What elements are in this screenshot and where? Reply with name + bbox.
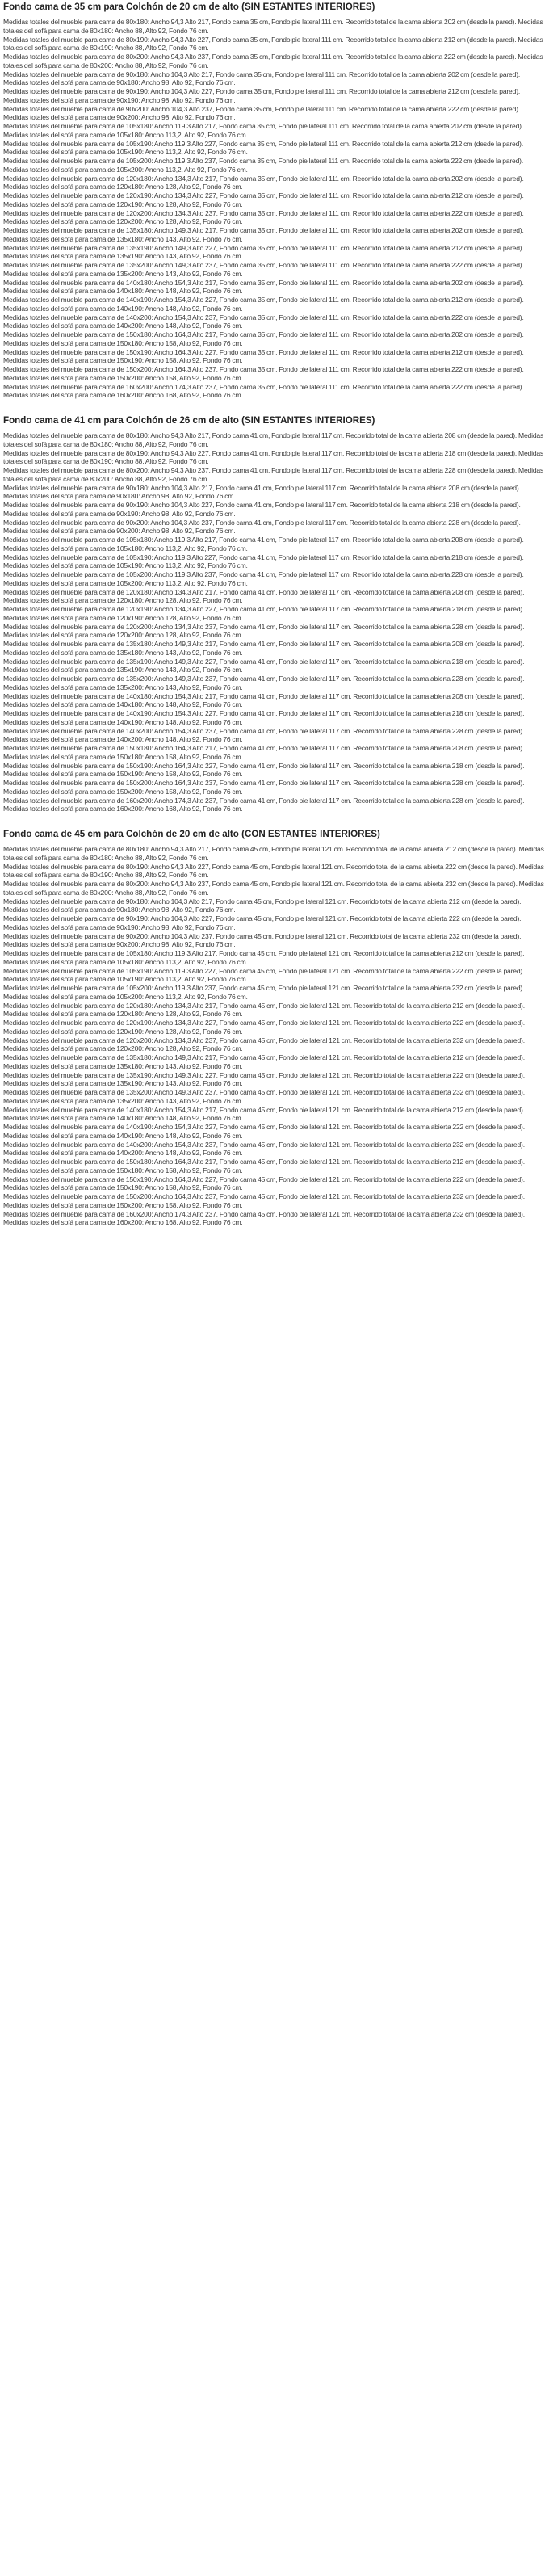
section-title: Fondo cama de 41 cm para Colchón de 26 cm de alto (SIN ESTANTES INTERIORES)	[3, 415, 375, 426]
section-title: Fondo cama de 45 cm para Colchón de 20 cm de alto (CON ESTANTES INTERIORES)	[3, 829, 380, 839]
measurement-entry: Medidas totales del mueble para cama de 90x190: Ancho 104,3 Alto 227, Fondo cama 35 cm, Fondo pie lateral 111 cm. Recorrido total de la cama abierta 212 cm (desde la pared). Medidas totales del sofá para cama de 90x190: Ancho 98, Alto 92, Fondo 76 cm.	[3, 87, 521, 104]
measurement-entry: Medidas totales del mueble para cama de 105x200: Ancho 119,3 Alto 237, Fondo cama 45 cm, Fondo pie lateral 121 cm. Recorrido total de la cama abierta 232 cm (desde la pared). Medidas totales del sofá para cama de 105x200: Ancho 113,2, Alto 92, Fondo 76 cm.	[3, 984, 525, 1001]
measurement-entry: Medidas totales del mueble para cama de 150x200: Ancho 164,3 Alto 237, Fondo cama 45 cm, Fondo pie lateral 121 cm. Recorrido total de la cama abierta 232 cm (desde la pared). Medidas totales del sofá para cama de 150x200: Ancho 158, Alto 92, Fondo 76 cm.	[3, 1192, 525, 1209]
measurement-entry: Medidas totales del mueble para cama de 140x190: Ancho 154,3 Alto 227, Fondo cama 41 cm, Fondo pie lateral 117 cm. Recorrido total de la cama abierta 218 cm (desde la pared). Medidas totales del sofá para cama de 140x190: Ancho 148, Alto 92, Fondo 76 cm.	[3, 709, 525, 726]
measurement-entry: Medidas totales del mueble para cama de 120x180: Ancho 134,3 Alto 217, Fondo cama 45 cm, Fondo pie lateral 121 cm. Recorrido total de la cama abierta 212 cm (desde la pared). Medidas totales del sofá para cama de 120x180: Ancho 128, Alto 92, Fondo 76 cm.	[3, 1001, 525, 1019]
document-page	[0, 0, 549, 1227]
measurement-entry: Medidas totales del mueble para cama de 80x180: Ancho 94,3 Alto 217, Fondo cama 45 cm, Fondo pie lateral 121 cm. Recorrido total de la cama abierta 212 cm (desde la pared). Medidas totales del sofá para cama de 80x180: Ancho 88, Alto 92, Fondo 76 cm.	[3, 845, 544, 862]
measurement-entry: Medidas totales del mueble para cama de 140x180: Ancho 154,3 Alto 217, Fondo cama 45 cm, Fondo pie lateral 121 cm. Recorrido total de la cama abierta 212 cm (desde la pared). Medidas totales del sofá para cama de 140x180: Ancho 148, Alto 92, Fondo 76 cm.	[3, 1105, 525, 1123]
measurement-entry: Medidas totales del mueble para cama de 150x180: Ancho 164,3 Alto 217, Fondo cama 45 cm, Fondo pie lateral 121 cm. Recorrido total de la cama abierta 212 cm (desde la pared). Medidas totales del sofá para cama de 150x180: Ancho 158, Alto 92, Fondo 76 cm.	[3, 1158, 525, 1175]
measurement-entry: Medidas totales del mueble para cama de 160x200: Ancho 174,3 Alto 237, Fondo cama 35 cm, Fondo pie lateral 111 cm. Recorrido total de la cama abierta 222 cm (desde la pared). Medidas totales del sofá para cama de 160x200: Ancho 168, Alto 92, Fondo 76 cm.	[3, 382, 524, 400]
measurement-entry: Medidas totales del mueble para cama de 135x180: Ancho 149,3 Alto 217, Fondo cama 35 cm, Fondo pie lateral 111 cm. Recorrido total de la cama abierta 202 cm (desde la pared). Medidas totales del sofá para cama de 135x180: Ancho 143, Alto 92, Fondo 76 cm.	[3, 226, 524, 243]
section-fondo-45	[3, 829, 546, 1227]
measurement-entry: Medidas totales del mueble para cama de 135x190: Ancho 149,3 Alto 227, Fondo cama 41 cm, Fondo pie lateral 117 cm. Recorrido total de la cama abierta 218 cm (desde la pared). Medidas totales del sofá para cama de 135x190: Ancho 143, Alto 92, Fondo 76 cm.	[3, 657, 525, 674]
measurement-entry: Medidas totales del mueble para cama de 120x200: Ancho 134,3 Alto 237, Fondo cama 35 cm, Fondo pie lateral 111 cm. Recorrido total de la cama abierta 222 cm (desde la pared). Medidas totales del sofá para cama de 120x200: Ancho 128, Alto 92, Fondo 76 cm.	[3, 208, 524, 226]
measurement-entry: Medidas totales del mueble para cama de 105x200: Ancho 119,3 Alto 237, Fondo cama 35 cm, Fondo pie lateral 111 cm. Recorrido total de la cama abierta 222 cm (desde la pared). Medidas totales del sofá para cama de 105x200: Ancho 113,2, Alto 92, Fondo 76 cm.	[3, 157, 524, 174]
entry-list	[3, 431, 546, 813]
measurement-entry: Medidas totales del mueble para cama de 80x200: Ancho 94,3 Alto 237, Fondo cama 35 cm, Fondo pie lateral 111 cm. Recorrido total de la cama abierta 222 cm (desde la pared). Medidas totales del sofá para cama de 80x200: Ancho 88, Alto 92, Fondo 76 cm.	[3, 53, 543, 69]
measurement-entry: Medidas totales del mueble para cama de 135x190: Ancho 149,3 Alto 227, Fondo cama 45 cm, Fondo pie lateral 121 cm. Recorrido total de la cama abierta 222 cm (desde la pared). Medidas totales del sofá para cama de 135x190: Ancho 143, Alto 92, Fondo 76 cm.	[3, 1070, 525, 1088]
measurement-entry: Medidas totales del mueble para cama de 150x190: Ancho 164,3 Alto 227, Fondo cama 35 cm, Fondo pie lateral 111 cm. Recorrido total de la cama abierta 212 cm (desde la pared). Medidas totales del sofá para cama de 150x190: Ancho 158, Alto 92, Fondo 76 cm.	[3, 347, 524, 365]
measurement-entry: Medidas totales del mueble para cama de 90x200: Ancho 104,3 Alto 237, Fondo cama 45 cm, Fondo pie lateral 121 cm. Recorrido total de la cama abierta 232 cm (desde la pared). Medidas totales del sofá para cama de 90x200: Ancho 98, Alto 92, Fondo 76 cm.	[3, 931, 522, 949]
measurement-entry: Medidas totales del mueble para cama de 150x180: Ancho 164,3 Alto 217, Fondo cama 41 cm, Fondo pie lateral 117 cm. Recorrido total de la cama abierta 208 cm (desde la pared). Medidas totales del sofá para cama de 150x180: Ancho 158, Alto 92, Fondo 76 cm.	[3, 744, 525, 761]
measurement-entry: Medidas totales del mueble para cama de 160x200: Ancho 174,3 Alto 237, Fondo cama 41 cm, Fondo pie lateral 117 cm. Recorrido total de la cama abierta 228 cm (desde la pared). Medidas totales del sofá para cama de 160x200: Ancho 168, Alto 92, Fondo 76 cm.	[3, 796, 525, 813]
section-title: Fondo cama de 35 cm para Colchón de 20 cm de alto (SIN ESTANTES INTERIORES)	[3, 2, 375, 12]
measurement-entry: Medidas totales del mueble para cama de 135x200: Ancho 149,3 Alto 237, Fondo cama 45 cm, Fondo pie lateral 121 cm. Recorrido total de la cama abierta 232 cm (desde la pared). Medidas totales del sofá para cama de 135x200: Ancho 143, Alto 92, Fondo 76 cm.	[3, 1088, 525, 1105]
measurement-entry: Medidas totales del mueble para cama de 150x200: Ancho 164,3 Alto 237, Fondo cama 41 cm, Fondo pie lateral 117 cm. Recorrido total de la cama abierta 228 cm (desde la pared). Medidas totales del sofá para cama de 150x200: Ancho 158, Alto 92, Fondo 76 cm.	[3, 779, 525, 796]
measurement-entry: Medidas totales del mueble para cama de 135x200: Ancho 149,3 Alto 237, Fondo cama 41 cm, Fondo pie lateral 117 cm. Recorrido total de la cama abierta 228 cm (desde la pared). Medidas totales del sofá para cama de 135x200: Ancho 143, Alto 92, Fondo 76 cm.	[3, 674, 525, 691]
measurement-entry: Medidas totales del mueble para cama de 150x190: Ancho 164,3 Alto 227, Fondo cama 45 cm, Fondo pie lateral 121 cm. Recorrido total de la cama abierta 222 cm (desde la pared). Medidas totales del sofá para cama de 150x190: Ancho 158, Alto 92, Fondo 76 cm.	[3, 1175, 525, 1192]
measurement-entry: Medidas totales del mueble para cama de 135x190: Ancho 149,3 Alto 227, Fondo cama 35 cm, Fondo pie lateral 111 cm. Recorrido total de la cama abierta 212 cm (desde la pared). Medidas totales del sofá para cama de 135x190: Ancho 143, Alto 92, Fondo 76 cm.	[3, 243, 524, 261]
measurement-entry: Medidas totales del mueble para cama de 120x190: Ancho 134,3 Alto 227, Fondo cama 45 cm, Fondo pie lateral 121 cm. Recorrido total de la cama abierta 222 cm (desde la pared). Medidas totales del sofá para cama de 120x190: Ancho 128, Alto 92, Fondo 76 cm.	[3, 1019, 525, 1036]
measurement-entry: Medidas totales del mueble para cama de 150x200: Ancho 164,3 Alto 237, Fondo cama 35 cm, Fondo pie lateral 111 cm. Recorrido total de la cama abierta 222 cm (desde la pared). Medidas totales del sofá para cama de 150x200: Ancho 158, Alto 92, Fondo 76 cm.	[3, 365, 524, 382]
measurement-entry: Medidas totales del mueble para cama de 140x200: Ancho 154,3 Alto 237, Fondo cama 35 cm, Fondo pie lateral 111 cm. Recorrido total de la cama abierta 222 cm (desde la pared). Medidas totales del sofá para cama de 140x200: Ancho 148, Alto 92, Fondo 76 cm.	[3, 313, 524, 330]
measurement-entry: Medidas totales del mueble para cama de 80x200: Ancho 94,3 Alto 237, Fondo cama 41 cm, Fondo pie lateral 117 cm. Recorrido total de la cama abierta 228 cm (desde la pared). Medidas totales del sofá para cama de 80x200: Ancho 88, Alto 92, Fondo 76 cm.	[3, 466, 544, 483]
measurement-entry: Medidas totales del mueble para cama de 150x180: Ancho 164,3 Alto 217, Fondo cama 35 cm, Fondo pie lateral 111 cm. Recorrido total de la cama abierta 202 cm (desde la pared). Medidas totales del sofá para cama de 150x180: Ancho 158, Alto 92, Fondo 76 cm.	[3, 330, 524, 347]
measurement-entry: Medidas totales del mueble para cama de 140x190: Ancho 154,3 Alto 227, Fondo cama 35 cm, Fondo pie lateral 111 cm. Recorrido total de la cama abierta 212 cm (desde la pared). Medidas totales del sofá para cama de 140x190: Ancho 148, Alto 92, Fondo 76 cm.	[3, 296, 524, 313]
measurement-entry: Medidas totales del mueble para cama de 120x190: Ancho 134,3 Alto 227, Fondo cama 41 cm, Fondo pie lateral 117 cm. Recorrido total de la cama abierta 218 cm (desde la pared). Medidas totales del sofá para cama de 120x190: Ancho 128, Alto 92, Fondo 76 cm.	[3, 605, 525, 622]
measurement-entry: Medidas totales del mueble para cama de 135x180: Ancho 149,3 Alto 217, Fondo cama 41 cm, Fondo pie lateral 117 cm. Recorrido total de la cama abierta 208 cm (desde la pared). Medidas totales del sofá para cama de 135x180: Ancho 143, Alto 92, Fondo 76 cm.	[3, 640, 525, 657]
measurement-entry: Medidas totales del mueble para cama de 105x190: Ancho 119,3 Alto 227, Fondo cama 35 cm, Fondo pie lateral 111 cm. Recorrido total de la cama abierta 212 cm (desde la pared). Medidas totales del sofá para cama de 105x190: Ancho 113,2, Alto 92, Fondo 76 cm.	[3, 139, 524, 157]
section-fondo-41	[3, 415, 546, 813]
measurement-entry: Medidas totales del mueble para cama de 105x180: Ancho 119,3 Alto 217, Fondo cama 41 cm, Fondo pie lateral 117 cm. Recorrido total de la cama abierta 208 cm (desde la pared). Medidas totales del sofá para cama de 105x180: Ancho 113,2, Alto 92, Fondo 76 cm.	[3, 536, 524, 553]
section-fondo-35	[3, 2, 546, 400]
measurement-entry: Medidas totales del mueble para cama de 90x190: Ancho 104,3 Alto 227, Fondo cama 45 cm, Fondo pie lateral 121 cm. Recorrido total de la cama abierta 222 cm (desde la pared). Medidas totales del sofá para cama de 90x190: Ancho 98, Alto 92, Fondo 76 cm.	[3, 914, 522, 931]
measurement-entry: Medidas totales del mueble para cama de 105x200: Ancho 119,3 Alto 237, Fondo cama 41 cm, Fondo pie lateral 117 cm. Recorrido total de la cama abierta 228 cm (desde la pared). Medidas totales del sofá para cama de 105x200: Ancho 113,2, Alto 92, Fondo 76 cm.	[3, 570, 524, 587]
measurement-entry: Medidas totales del mueble para cama de 160x200: Ancho 174,3 Alto 237, Fondo cama 45 cm, Fondo pie lateral 121 cm. Recorrido total de la cama abierta 232 cm (desde la pared). Medidas totales del sofá para cama de 160x200: Ancho 168, Alto 92, Fondo 76 cm.	[3, 1209, 525, 1227]
measurement-entry: Medidas totales del mueble para cama de 90x180: Ancho 104,3 Alto 217, Fondo cama 41 cm, Fondo pie lateral 117 cm. Recorrido total de la cama abierta 208 cm (desde la pared). Medidas totales del sofá para cama de 90x180: Ancho 98, Alto 92, Fondo 76 cm.	[3, 483, 521, 501]
measurement-entry: Medidas totales del mueble para cama de 80x180: Ancho 94,3 Alto 217, Fondo cama 35 cm, Fondo pie lateral 111 cm. Recorrido total de la cama abierta 202 cm (desde la pared). Medidas totales del sofá para cama de 80x180: Ancho 88, Alto 92, Fondo 76 cm.	[3, 18, 543, 35]
measurement-entry: Medidas totales del mueble para cama de 80x190: Ancho 94,3 Alto 227, Fondo cama 45 cm, Fondo pie lateral 121 cm. Recorrido total de la cama abierta 222 cm (desde la pared). Medidas totales del sofá para cama de 80x190: Ancho 88, Alto 92, Fondo 76 cm.	[3, 862, 544, 880]
measurement-entry: Medidas totales del mueble para cama de 120x190: Ancho 134,3 Alto 227, Fondo cama 35 cm, Fondo pie lateral 111 cm. Recorrido total de la cama abierta 212 cm (desde la pared). Medidas totales del sofá para cama de 120x190: Ancho 128, Alto 92, Fondo 76 cm.	[3, 191, 524, 208]
measurement-entry: Medidas totales del mueble para cama de 90x180: Ancho 104,3 Alto 217, Fondo cama 45 cm, Fondo pie lateral 121 cm. Recorrido total de la cama abierta 212 cm (desde la pared). Medidas totales del sofá para cama de 90x180: Ancho 98, Alto 92, Fondo 76 cm.	[3, 897, 522, 914]
entry-list	[3, 18, 546, 400]
measurement-entry: Medidas totales del mueble para cama de 105x180: Ancho 119,3 Alto 217, Fondo cama 35 cm, Fondo pie lateral 111 cm. Recorrido total de la cama abierta 202 cm (desde la pared). Medidas totales del sofá para cama de 105x180: Ancho 113,2, Alto 92, Fondo 76 cm.	[3, 122, 524, 139]
measurement-entry: Medidas totales del mueble para cama de 90x190: Ancho 104,3 Alto 227, Fondo cama 41 cm, Fondo pie lateral 117 cm. Recorrido total de la cama abierta 218 cm (desde la pared). Medidas totales del sofá para cama de 90x190: Ancho 98, Alto 92, Fondo 76 cm.	[3, 501, 521, 518]
entry-list	[3, 845, 546, 1227]
measurement-entry: Medidas totales del mueble para cama de 140x200: Ancho 154,3 Alto 237, Fondo cama 45 cm, Fondo pie lateral 121 cm. Recorrido total de la cama abierta 232 cm (desde la pared). Medidas totales del sofá para cama de 140x200: Ancho 148, Alto 92, Fondo 76 cm.	[3, 1140, 525, 1158]
measurement-entry: Medidas totales del mueble para cama de 135x200: Ancho 149,3 Alto 237, Fondo cama 35 cm, Fondo pie lateral 111 cm. Recorrido total de la cama abierta 222 cm (desde la pared). Medidas totales del sofá para cama de 135x200: Ancho 143, Alto 92, Fondo 76 cm.	[3, 261, 524, 278]
measurement-entry: Medidas totales del mueble para cama de 140x180: Ancho 154,3 Alto 217, Fondo cama 35 cm, Fondo pie lateral 111 cm. Recorrido total de la cama abierta 202 cm (desde la pared). Medidas totales del sofá para cama de 140x180: Ancho 148, Alto 92, Fondo 76 cm.	[3, 278, 524, 296]
measurement-entry: Medidas totales del mueble para cama de 90x180: Ancho 104,3 Alto 217, Fondo cama 35 cm, Fondo pie lateral 111 cm. Recorrido total de la cama abierta 202 cm (desde la pared). Medidas totales del sofá para cama de 90x180: Ancho 98, Alto 92, Fondo 76 cm.	[3, 69, 521, 87]
measurement-entry: Medidas totales del mueble para cama de 80x180: Ancho 94,3 Alto 217, Fondo cama 41 cm, Fondo pie lateral 117 cm. Recorrido total de la cama abierta 208 cm (desde la pared). Medidas totales del sofá para cama de 80x180: Ancho 88, Alto 92, Fondo 76 cm.	[3, 431, 544, 448]
measurement-entry: Medidas totales del mueble para cama de 120x200: Ancho 134,3 Alto 237, Fondo cama 41 cm, Fondo pie lateral 117 cm. Recorrido total de la cama abierta 228 cm (desde la pared). Medidas totales del sofá para cama de 120x200: Ancho 128, Alto 92, Fondo 76 cm.	[3, 622, 525, 640]
measurement-entry: Medidas totales del mueble para cama de 120x180: Ancho 134,3 Alto 217, Fondo cama 41 cm, Fondo pie lateral 117 cm. Recorrido total de la cama abierta 208 cm (desde la pared). Medidas totales del sofá para cama de 120x180: Ancho 128, Alto 92, Fondo 76 cm.	[3, 587, 525, 605]
measurement-entry: Medidas totales del mueble para cama de 135x180: Ancho 149,3 Alto 217, Fondo cama 45 cm, Fondo pie lateral 121 cm. Recorrido total de la cama abierta 212 cm (desde la pared). Medidas totales del sofá para cama de 135x180: Ancho 143, Alto 92, Fondo 76 cm.	[3, 1053, 525, 1070]
measurement-entry: Medidas totales del mueble para cama de 150x190: Ancho 164,3 Alto 227, Fondo cama 41 cm, Fondo pie lateral 117 cm. Recorrido total de la cama abierta 218 cm (desde la pared). Medidas totales del sofá para cama de 150x190: Ancho 158, Alto 92, Fondo 76 cm.	[3, 761, 525, 779]
measurement-entry: Medidas totales del mueble para cama de 90x200: Ancho 104,3 Alto 237, Fondo cama 35 cm, Fondo pie lateral 111 cm. Recorrido total de la cama abierta 222 cm (desde la pared). Medidas totales del sofá para cama de 90x200: Ancho 98, Alto 92, Fondo 76 cm.	[3, 104, 521, 122]
measurement-entry: Medidas totales del mueble para cama de 80x200: Ancho 94,3 Alto 237, Fondo cama 45 cm, Fondo pie lateral 121 cm. Recorrido total de la cama abierta 232 cm (desde la pared). Medidas totales del sofá para cama de 80x200: Ancho 88, Alto 92, Fondo 76 cm.	[3, 880, 544, 897]
measurement-entry: Medidas totales del mueble para cama de 80x190: Ancho 94,3 Alto 227, Fondo cama 41 cm, Fondo pie lateral 117 cm. Recorrido total de la cama abierta 218 cm (desde la pared). Medidas totales del sofá para cama de 80x190: Ancho 88, Alto 92, Fondo 76 cm.	[3, 448, 544, 466]
measurement-entry: Medidas totales del mueble para cama de 80x190: Ancho 94,3 Alto 227, Fondo cama 35 cm, Fondo pie lateral 111 cm. Recorrido total de la cama abierta 212 cm (desde la pared). Medidas totales del sofá para cama de 80x190: Ancho 88, Alto 92, Fondo 76 cm.	[3, 35, 543, 53]
measurement-entry: Medidas totales del mueble para cama de 90x200: Ancho 104,3 Alto 237, Fondo cama 41 cm, Fondo pie lateral 117 cm. Recorrido total de la cama abierta 228 cm (desde la pared). Medidas totales del sofá para cama de 90x200: Ancho 98, Alto 92, Fondo 76 cm.	[3, 518, 521, 536]
measurement-entry: Medidas totales del mueble para cama de 140x190: Ancho 154,3 Alto 227, Fondo cama 45 cm, Fondo pie lateral 121 cm. Recorrido total de la cama abierta 222 cm (desde la pared). Medidas totales del sofá para cama de 140x190: Ancho 148, Alto 92, Fondo 76 cm.	[3, 1123, 525, 1140]
measurement-entry: Medidas totales del mueble para cama de 105x190: Ancho 119,3 Alto 227, Fondo cama 45 cm, Fondo pie lateral 121 cm. Recorrido total de la cama abierta 222 cm (desde la pared). Medidas totales del sofá para cama de 105x190: Ancho 113,2, Alto 92, Fondo 76 cm.	[3, 966, 525, 984]
measurement-entry: Medidas totales del mueble para cama de 105x190: Ancho 119,3 Alto 227, Fondo cama 41 cm, Fondo pie lateral 117 cm. Recorrido total de la cama abierta 218 cm (desde la pared). Medidas totales del sofá para cama de 105x190: Ancho 113,2, Alto 92, Fondo 76 cm.	[3, 553, 524, 570]
measurement-entry: Medidas totales del mueble para cama de 140x200: Ancho 154,3 Alto 237, Fondo cama 41 cm, Fondo pie lateral 117 cm. Recorrido total de la cama abierta 228 cm (desde la pared). Medidas totales del sofá para cama de 140x200: Ancho 148, Alto 92, Fondo 76 cm.	[3, 726, 525, 744]
measurement-entry: Medidas totales del mueble para cama de 120x200: Ancho 134,3 Alto 237, Fondo cama 45 cm, Fondo pie lateral 121 cm. Recorrido total de la cama abierta 232 cm (desde la pared). Medidas totales del sofá para cama de 120x200: Ancho 128, Alto 92, Fondo 76 cm.	[3, 1036, 525, 1053]
measurement-entry: Medidas totales del mueble para cama de 105x180: Ancho 119,3 Alto 217, Fondo cama 45 cm, Fondo pie lateral 121 cm. Recorrido total de la cama abierta 212 cm (desde la pared). Medidas totales del sofá para cama de 105x180: Ancho 113,2, Alto 92, Fondo 76 cm.	[3, 949, 525, 966]
measurement-entry: Medidas totales del mueble para cama de 140x180: Ancho 154,3 Alto 217, Fondo cama 41 cm, Fondo pie lateral 117 cm. Recorrido total de la cama abierta 208 cm (desde la pared). Medidas totales del sofá para cama de 140x180: Ancho 148, Alto 92, Fondo 76 cm.	[3, 691, 525, 709]
measurement-entry: Medidas totales del mueble para cama de 120x180: Ancho 134,3 Alto 217, Fondo cama 35 cm, Fondo pie lateral 111 cm. Recorrido total de la cama abierta 202 cm (desde la pared). Medidas totales del sofá para cama de 120x180: Ancho 128, Alto 92, Fondo 76 cm.	[3, 174, 524, 191]
